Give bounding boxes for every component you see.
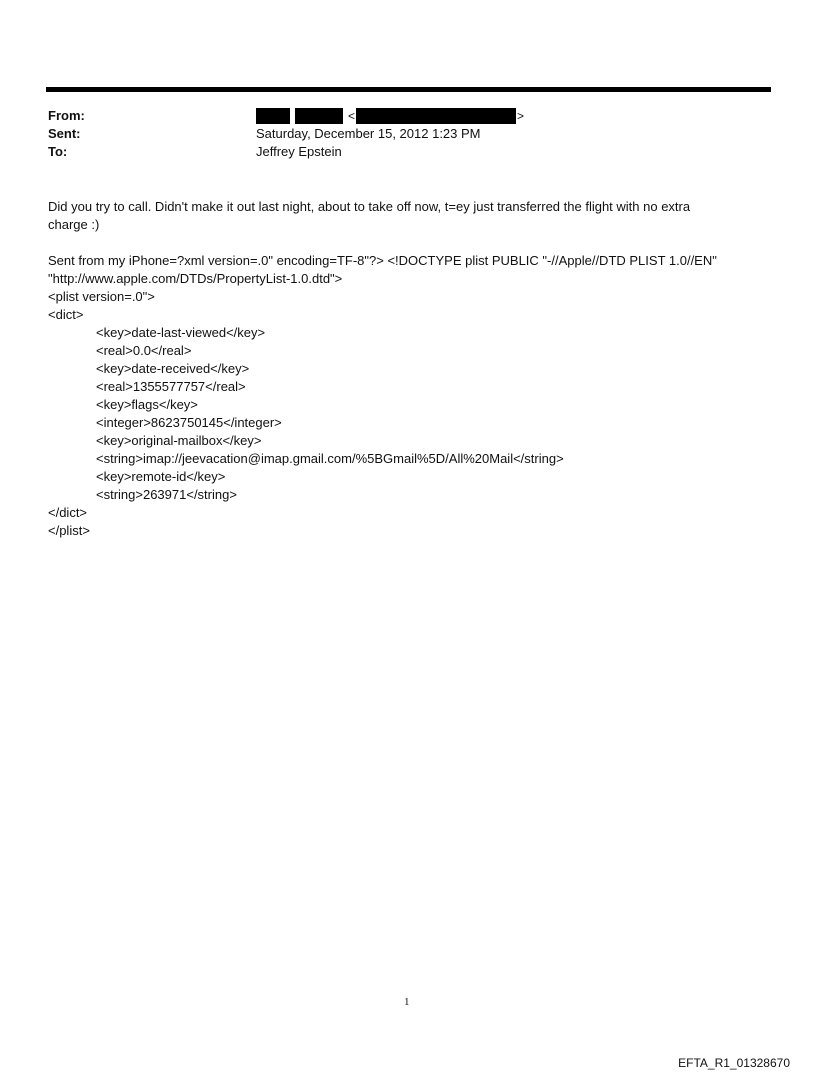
sent-from-line-2: "http://www.apple.com/DTDs/PropertyList-1.0.dtd"> <box>48 271 343 286</box>
dict-close: </dict> <box>48 505 88 520</box>
from-close-bracket: > <box>517 109 525 123</box>
plist-close: </plist> <box>48 523 90 538</box>
redaction-from-email <box>356 108 516 124</box>
dict-open: <dict> <box>48 307 84 322</box>
from-open-bracket: < <box>348 109 356 123</box>
to-value: Jeffrey Epstein <box>256 144 342 159</box>
dict-line: <string>imap://jeevacation@imap.gmail.com/%5BGmail%5D/All%20Mail</string> <box>96 451 564 466</box>
redaction-from-last-name <box>295 108 343 124</box>
dict-line: <real>0.0</real> <box>96 343 192 358</box>
dict-line: <key>date-last-viewed</key> <box>96 325 266 340</box>
dict-line: <key>date-received</key> <box>96 361 250 376</box>
redaction-from-first-name <box>256 108 290 124</box>
from-label: From: <box>48 108 85 123</box>
page-number: 1 <box>404 996 410 1008</box>
dict-line: <key>original-mailbox</key> <box>96 433 262 448</box>
bates-number: EFTA_R1_01328670 <box>678 1056 790 1070</box>
dict-line: <string>263971</string> <box>96 487 237 502</box>
sent-value: Saturday, December 15, 2012 1:23 PM <box>256 126 481 141</box>
header-rule <box>46 87 771 92</box>
dict-line: <real>1355577757</real> <box>96 379 246 394</box>
plist-open: <plist version=.0"> <box>48 289 155 304</box>
message-line-2: charge :) <box>48 217 100 232</box>
to-label: To: <box>48 144 68 159</box>
message-line-1: Did you try to call. Didn't make it out last night, about to take off now, t=ey just transferred the flight with no extra <box>48 199 691 214</box>
dict-line: <integer>8623750145</integer> <box>96 415 282 430</box>
dict-line: <key>flags</key> <box>96 397 198 412</box>
dict-line: <key>remote-id</key> <box>96 469 226 484</box>
sent-from-line-1: Sent from my iPhone=?xml version=.0" encoding=TF-8"?> <!DOCTYPE plist PUBLIC "-//Apple//DTD PLIST 1.0//EN" <box>48 253 717 268</box>
sent-label: Sent: <box>48 126 81 141</box>
